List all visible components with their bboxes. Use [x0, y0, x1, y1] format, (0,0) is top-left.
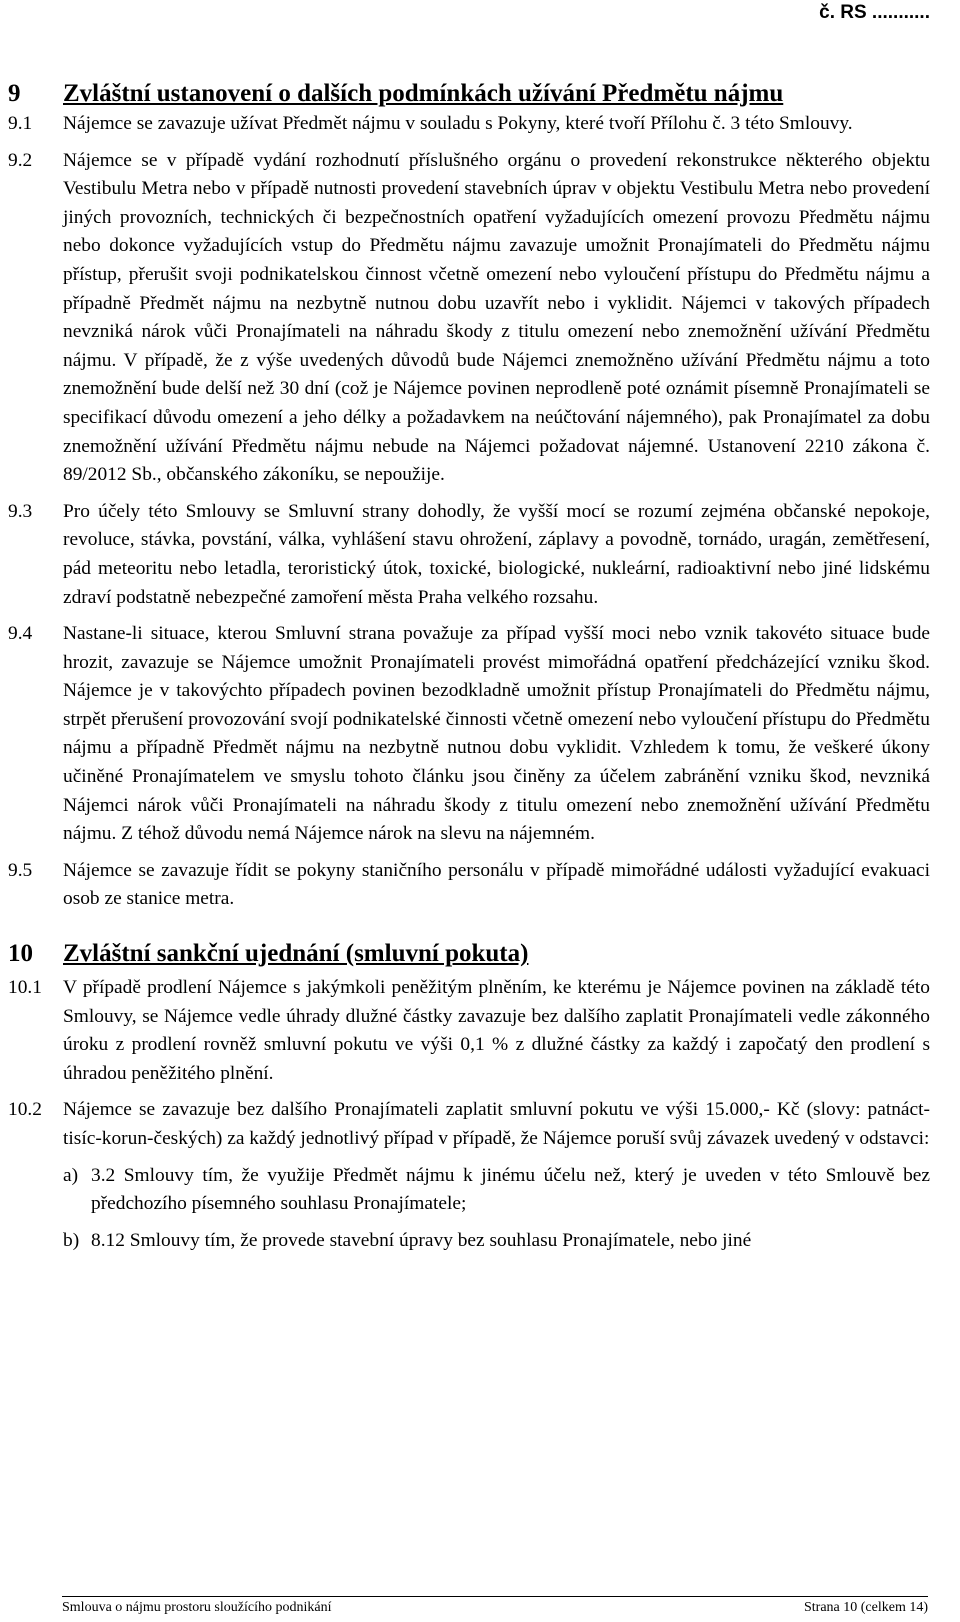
clause-number: 10.1 [8, 977, 42, 999]
clause-text: Pro účely této Smlouvy se Smluvní strany dohodly, že vyšší mocí se rozumí zejména občanské nepokoje, revoluce, stávka, povstání, válka, vyhlášení stavu ohrožení, záplavy a povodně, tornádo, uragán, zemětřesení, pád meteoritu nebo letadla, teroristický útok, toxické, biologické, nukleární, radioaktivní nebo jiné lidskému zdraví podstatně nebezpečné zamoření města Praha velkého rozsahu. [63, 500, 930, 608]
clause-number: 9.5 [8, 859, 33, 881]
clause-9-4 [8, 620, 930, 849]
clause-9-5 [8, 857, 930, 914]
subitem-text: 8.12 Smlouvy tím, že provede stavební úpravy bez souhlasu Pronajímatele, nebo jiné [91, 1229, 752, 1251]
footer-page-number: Strana 10 (celkem 14) [803, 1600, 928, 1615]
clause-text: Nájemce se zavazuje užívat Předmět nájmu v souladu s Pokyny, které tvoří Přílohu č. 3 této Smlouvy. [63, 113, 853, 134]
subitem-text: 3.2 Smlouvy tím, že využije Předmět nájmu k jinému účelu než, který je uveden v této Smlouvě bez předchozího písemného souhlasu Pronajímatele; [91, 1164, 930, 1215]
section-heading-9 [8, 78, 930, 110]
section-number: 9 [8, 80, 21, 107]
document-reference: č. RS ........... [819, 2, 930, 23]
clause-10-2 [8, 1096, 930, 1153]
clause-number: 10.2 [8, 1099, 42, 1121]
clause-text: V případě prodlení Nájemce s jakýmkoli peněžitým plněním, ke kterému je Nájemce povinen na základě této Smlouvy, se Nájemce vedle úhrady dlužné částky zavazuje bez dalšího zaplatit Pronajímateli vedle zákonného úroku z prodlení rovněž smluvní pokutu ve výši 0,1 % z dlužné částky za každý i započatý den prodlení s úhradou peněžitého plnění. [63, 977, 930, 1084]
clause-9-1 [8, 110, 930, 139]
subitem-b [63, 1227, 930, 1256]
clause-number: 9.2 [8, 149, 33, 171]
footer-document-title: Smlouva o nájmu prostoru sloužícího podnikání [62, 1600, 332, 1615]
clause-text: Nastane-li situace, kterou Smluvní strana považuje za případ vyšší moci nebo vznik takovéto situace bude hrozit, zavazuje se Nájemce umožnit Pronajímateli provést mimořádná opatření předcházející vzniku škod. Nájemce je v takovýchto případech povinen bezodkladně umožnit přístup Pronajímateli do Předmětu nájmu, strpět přerušení provozování svojí podnikatelské činnosti včetně omezení nebo vyloučení přístupu do Předmětu nájmu a případně Předmět nájmu na nezbytně nutnou dobu vyklidit. Vzhledem k tomu, že veškeré úkony učiněné Pronajímatelem ve smyslu tohoto článku jsou činěny za účelem zabránění vzniku škod, nevzniká Nájemci nárok vůči Pronajímateli na náhradu škody z titulu omezení nebo znemožnění užívání Předmětu nájmu. Z téhož důvodu nemá Nájemce nárok na slevu na nájemném. [63, 623, 930, 845]
section-title: Zvláštní ustanovení o dalších podmínkách užívání Předmětu nájmu [63, 80, 784, 107]
clause-text: Nájemce se zavazuje bez dalšího Pronajímateli zaplatit smluvní pokutu ve výši 15.000,- Kč (slovy: patnáct-tisíc-korun-českých) za každý jednotlivý případ v případě, že Nájemce poruší svůj závazek uvedený v odstavci: [63, 1099, 930, 1149]
clause-number: 9.1 [8, 113, 33, 134]
clause-text: Nájemce se v případě vydání rozhodnutí příslušného orgánu o provedení rekonstrukce některého objektu Vestibulu Metra nebo v případě nutnosti provedení stavebních úprav v objektu Vestibulu Metra nebo provedení jiných provozních, technických či bezpečnostních opatření vyžadujících omezení provozu Předmětu nájmu nebo dokonce vyžadujících vstup do Předmětu nájmu zavazuje umožnit Pronajímateli do Předmětu nájmu přístup, přerušit svoji podnikatelskou činnost včetně omezení nebo vyloučení přístupu do Předmětu nájmu a případně Předmět nájmu na nezbytně nutnou dobu uzavřít nebo i vyklidit. Nájemci v takových případech nevzniká nárok vůči Pronajímateli na náhradu škody z titulu omezení nebo znemožnění užívání Předmětu nájmu. V případě, že z výše uvedených důvodů bude Nájemci znemožněno užívání Předmětu nájmu a toto znemožnění bude delší než 30 dní (což je Nájemce povinen neprodleně poté oznámit písemně Pronajímateli se specifikací důvodu omezení a jeho délky a požadavkem na neúčtování nájemného), pak Pronajímatel za dobu znemožnění užívání Předmětu nájmu nebude na Nájemci požadovat nájemné. Ustanovení 2210 zákona č. 89/2012 Sb., občanského zákoníku, se nepoužije. [63, 149, 930, 486]
clause-number: 9.4 [8, 623, 33, 645]
section-heading-10 [8, 938, 930, 970]
section-number: 10 [8, 940, 33, 968]
document-body [8, 78, 930, 1255]
page-footer [62, 1596, 928, 1616]
clause-9-2 [8, 147, 930, 490]
clause-10-1 [8, 974, 930, 1088]
subitem-label: b) [63, 1229, 80, 1251]
clause-text: Nájemce se zavazuje řídit se pokyny staničního personálu v případě mimořádné události vyžadující evakuaci osob ze stanice metra. [63, 859, 930, 910]
subitem-a [63, 1162, 930, 1219]
section-title: Zvláštní sankční ujednání (smluvní pokuta) [63, 940, 529, 968]
clause-9-3 [8, 498, 930, 612]
clause-number: 9.3 [8, 500, 33, 522]
subitem-label: a) [63, 1164, 79, 1186]
